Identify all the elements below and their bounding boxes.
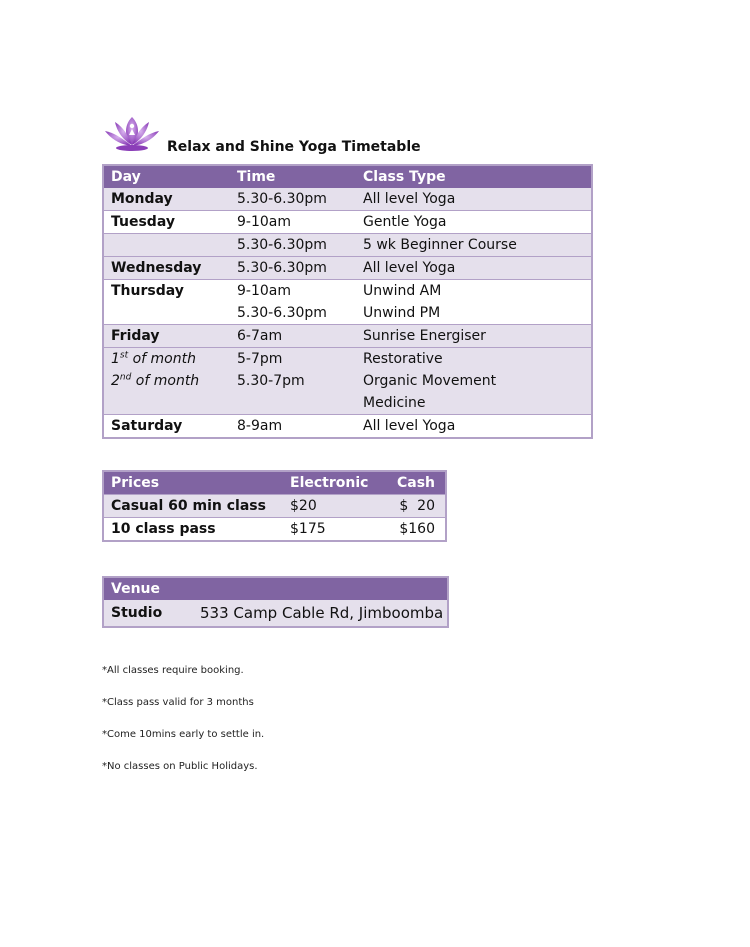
venue-label: Studio bbox=[103, 600, 193, 627]
day-number: 1 bbox=[111, 351, 120, 367]
table-row bbox=[103, 415, 592, 439]
time-cell: 5-7pm bbox=[230, 348, 356, 371]
table-row bbox=[103, 495, 446, 518]
day-cell: Saturday bbox=[103, 415, 230, 439]
time-cell: 6-7am bbox=[230, 325, 356, 348]
class-cell: All level Yoga bbox=[356, 415, 592, 439]
venue-header-blank bbox=[193, 577, 448, 600]
class-cell: Gentle Yoga bbox=[356, 211, 592, 234]
class-cell: Restorative bbox=[356, 348, 592, 371]
table-row bbox=[103, 348, 592, 371]
cash-price: $160 bbox=[386, 518, 446, 542]
day-cell: Monday bbox=[103, 188, 230, 211]
venue-address: 533 Camp Cable Rd, Jimboomba bbox=[193, 600, 448, 627]
prices-table bbox=[102, 470, 447, 542]
day-column-header: Day bbox=[103, 165, 230, 188]
time-cell: 9-10am bbox=[230, 211, 356, 234]
time-cell: 9-10am bbox=[230, 280, 356, 303]
notes-list bbox=[102, 665, 264, 793]
class-cell: All level Yoga bbox=[356, 188, 592, 211]
day-cell bbox=[103, 348, 230, 371]
lotus-icon bbox=[103, 113, 161, 153]
price-item: Casual 60 min class bbox=[103, 495, 283, 518]
page-title: Relax and Shine Yoga Timetable bbox=[167, 139, 421, 155]
time-column-header: Time bbox=[230, 165, 356, 188]
venue-table bbox=[102, 576, 449, 628]
day-cell: Tuesday bbox=[103, 211, 230, 234]
table-row bbox=[103, 370, 592, 392]
class-cell: Unwind PM bbox=[363, 305, 441, 321]
time-cell: 5.30-6.30pm bbox=[230, 257, 356, 280]
class-cell: Medicine bbox=[356, 392, 592, 415]
prices-column-header: Prices bbox=[103, 471, 283, 495]
time-cell: 5.30-6.30pm bbox=[230, 188, 356, 211]
time-cell: 5.30-7pm bbox=[230, 370, 356, 392]
day-cell: Wednesday bbox=[103, 257, 230, 280]
class-type-column-header: Class Type bbox=[356, 165, 592, 188]
day-ordinal: nd bbox=[119, 372, 132, 383]
cash-column-header: Cash bbox=[386, 471, 446, 495]
electronic-price: $20 bbox=[283, 495, 386, 518]
day-cell bbox=[103, 392, 230, 415]
day-cell bbox=[103, 370, 230, 392]
time-cell: 5.30-6.30pm bbox=[237, 305, 327, 321]
time-cell: 8-9am bbox=[230, 415, 356, 439]
class-cell: 5 wk Beginner Course bbox=[356, 234, 592, 257]
day-cell: Thursday bbox=[103, 280, 230, 303]
time-cell bbox=[230, 392, 356, 415]
cash-price: $ 20 bbox=[386, 495, 446, 518]
table-row bbox=[103, 280, 592, 303]
table-row bbox=[103, 518, 446, 542]
time-cell: 5.30-6.30pm bbox=[230, 234, 356, 257]
table-row bbox=[103, 302, 592, 325]
day-cell bbox=[103, 302, 230, 325]
venue-header-row bbox=[103, 577, 448, 600]
timetable-header-row bbox=[103, 165, 592, 188]
day-ordinal: st bbox=[119, 350, 129, 361]
table-row bbox=[103, 392, 592, 415]
table-row bbox=[103, 325, 592, 348]
prices-header-row bbox=[103, 471, 446, 495]
day-number: 2 bbox=[111, 373, 120, 389]
class-cell: Organic Movement bbox=[356, 370, 592, 392]
table-row bbox=[103, 188, 592, 211]
class-cell: Unwind AM bbox=[356, 280, 592, 303]
class-cell: Sunrise Energiser bbox=[356, 325, 592, 348]
venue-header: Venue bbox=[103, 577, 193, 600]
timetable bbox=[102, 164, 593, 439]
class-cell: All level Yoga bbox=[356, 257, 592, 280]
table-row bbox=[103, 600, 448, 627]
table-row bbox=[103, 257, 592, 280]
table-row bbox=[103, 234, 592, 257]
electronic-column-header: Electronic bbox=[283, 471, 386, 495]
price-item: 10 class pass bbox=[103, 518, 283, 542]
note: *Class pass valid for 3 months bbox=[102, 697, 254, 708]
electronic-price: $175 bbox=[283, 518, 386, 542]
note: *No classes on Public Holidays. bbox=[102, 761, 258, 772]
day-suffix: of month bbox=[128, 351, 196, 367]
day-cell bbox=[103, 234, 230, 257]
table-row bbox=[103, 211, 592, 234]
day-suffix: of month bbox=[131, 373, 200, 389]
day-cell: Friday bbox=[103, 325, 230, 348]
note: *Come 10mins early to settle in. bbox=[102, 729, 265, 740]
note: *All classes require booking. bbox=[102, 665, 244, 676]
